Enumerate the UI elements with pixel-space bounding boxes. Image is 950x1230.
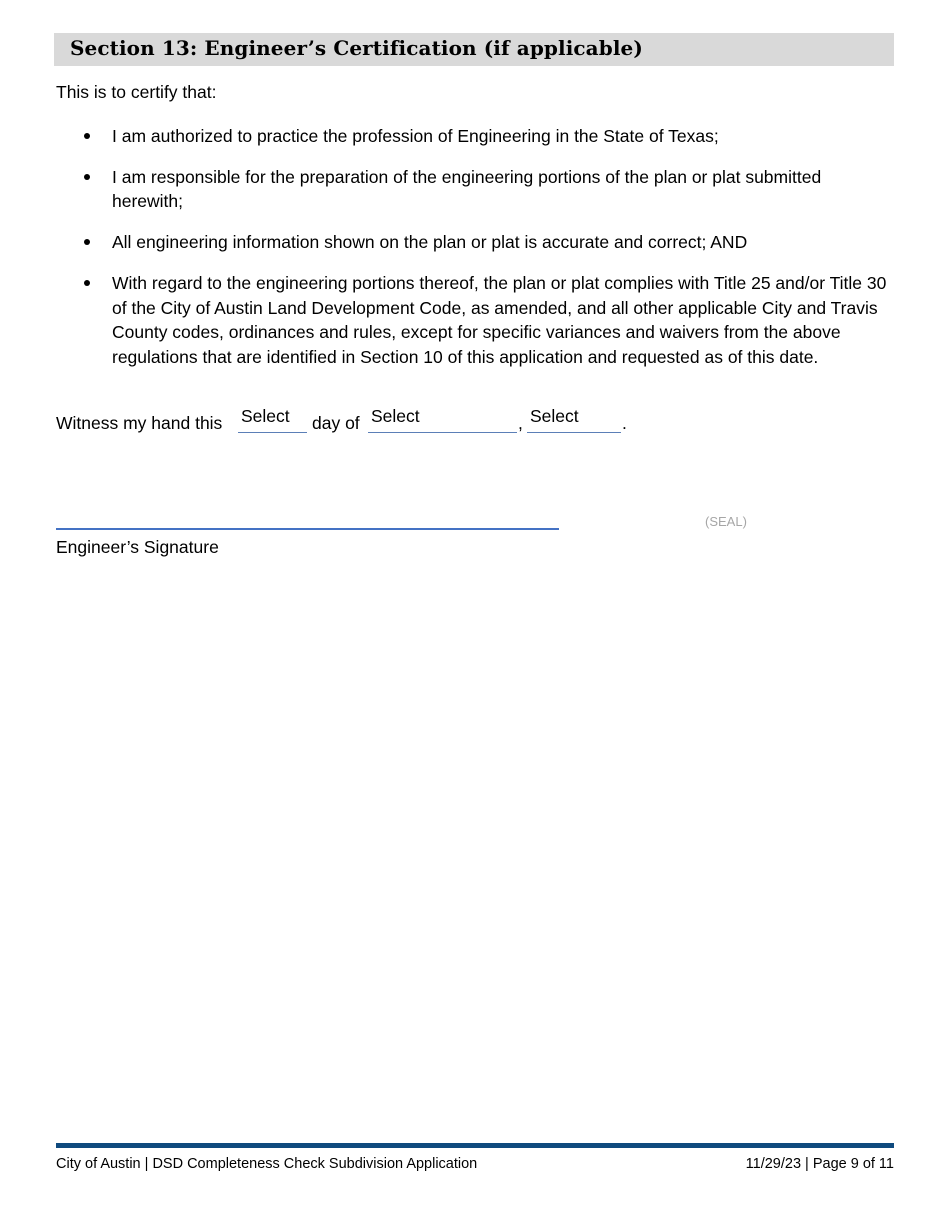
list-item-text: I am authorized to practice the profession of Engineering in the State of Texas; <box>112 126 719 146</box>
list-item-text: All engineering information shown on the plan or plat is accurate and correct; AND <box>112 232 748 253</box>
bullet-icon <box>84 133 90 139</box>
list-item <box>56 165 896 214</box>
intro-text: This is to certify that: <box>56 82 217 102</box>
witness-middle: day of <box>312 413 360 433</box>
section-header <box>54 33 894 66</box>
list-item <box>56 230 896 255</box>
list-item-text: With regard to the engineering portions thereof, the plan or plat complies with Title 25 and/or Title 30 of the City of Austin Land Development Code, as amended, and all other applicable City and Travis County codes, ordinances and rules, except for specific variances and waivers from the above regulations that are identified in Section 10 of this application and requested as of this date. <box>112 272 887 367</box>
list-item <box>56 271 896 370</box>
section-title: Section 13: Engineer’s Certification (if applicable) <box>70 35 643 60</box>
month-select[interactable]: Select <box>368 403 517 433</box>
bullet-icon <box>84 174 90 180</box>
witness-prefix: Witness my hand this <box>56 413 223 433</box>
witness-period: . <box>622 413 627 433</box>
signature-line[interactable] <box>56 528 559 530</box>
list-item-text: I am responsible for the preparation of the engineering portions of the plan or plat submitted herewith; <box>112 166 822 212</box>
list-item <box>56 124 896 149</box>
seal-placeholder: (SEAL) <box>705 514 747 529</box>
footer-title: City of Austin | DSD Completeness Check Subdivision Application <box>56 1156 478 1172</box>
bullet-icon <box>84 280 90 286</box>
witness-comma: , <box>518 413 523 433</box>
bullet-icon <box>84 239 90 245</box>
day-select[interactable]: Select <box>238 403 307 433</box>
signature-label: Engineer’s Signature <box>56 537 219 557</box>
footer-page-info: 11/29/23 | Page 9 of 11 <box>745 1156 894 1172</box>
year-select[interactable]: Select <box>527 403 621 433</box>
certification-list <box>56 124 896 386</box>
footer-divider <box>56 1143 894 1148</box>
